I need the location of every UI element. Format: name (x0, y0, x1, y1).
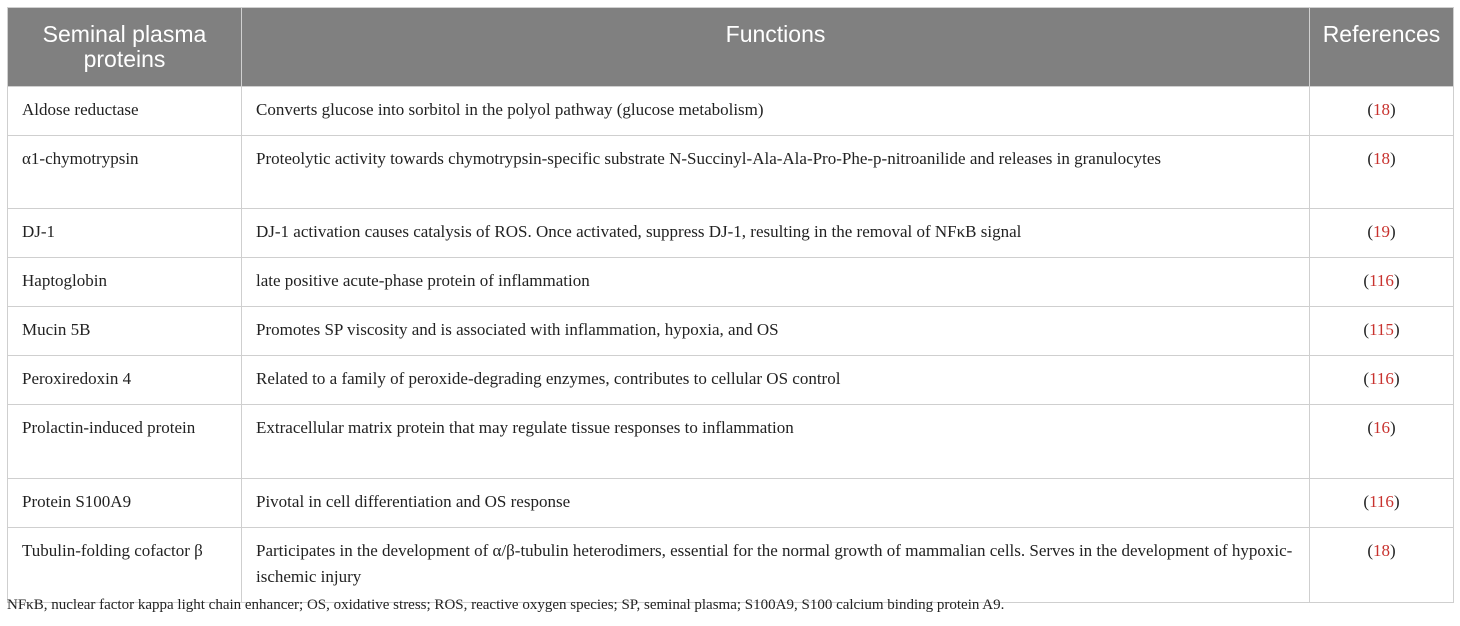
table-row (8, 136, 1454, 209)
protein-name: Prolactin-induced protein (8, 405, 242, 479)
reference-cell: (16) (1310, 405, 1454, 479)
reference-link[interactable]: 16 (1373, 418, 1390, 437)
protein-table-container (7, 7, 1453, 603)
table-row (8, 258, 1454, 307)
protein-function: late positive acute-phase protein of inflammation (242, 258, 1310, 307)
protein-function: Converts glucose into sorbitol in the polyol pathway (glucose metabolism) (242, 87, 1310, 136)
table-row (8, 528, 1454, 603)
reference-link[interactable]: 116 (1369, 492, 1394, 511)
protein-name: Haptoglobin (8, 258, 242, 307)
protein-name: Protein S100A9 (8, 479, 242, 528)
reference-link[interactable]: 18 (1373, 100, 1390, 119)
protein-name: Tubulin-folding cofactor β (8, 528, 242, 603)
reference-link[interactable]: 116 (1369, 369, 1394, 388)
reference-cell: (18) (1310, 87, 1454, 136)
header-references: References (1310, 8, 1454, 87)
protein-function: Proteolytic activity towards chymotrypsin-specific substrate N-Succinyl-Ala-Ala-Pro-Phe-p-nitroanilide and releases in granulocytes (242, 136, 1310, 209)
reference-link[interactable]: 18 (1373, 149, 1390, 168)
reference-link[interactable]: 115 (1369, 320, 1394, 339)
protein-name: DJ-1 (8, 209, 242, 258)
reference-link[interactable]: 19 (1373, 222, 1390, 241)
reference-link[interactable]: 116 (1369, 271, 1394, 290)
protein-function: DJ-1 activation causes catalysis of ROS. Once activated, suppress DJ-1, resulting in the removal of NFκB signal (242, 209, 1310, 258)
reference-cell: (116) (1310, 258, 1454, 307)
protein-function: Related to a family of peroxide-degrading enzymes, contributes to cellular OS control (242, 356, 1310, 405)
table-row (8, 479, 1454, 528)
reference-cell: (115) (1310, 307, 1454, 356)
seminal-plasma-proteins-table (7, 7, 1454, 603)
protein-function: Promotes SP viscosity and is associated with inflammation, hypoxia, and OS (242, 307, 1310, 356)
protein-name: Mucin 5B (8, 307, 242, 356)
protein-function: Extracellular matrix protein that may regulate tissue responses to inflammation (242, 405, 1310, 479)
reference-cell: (116) (1310, 356, 1454, 405)
table-footnote: NFκB, nuclear factor kappa light chain enhancer; OS, oxidative stress; ROS, reactive oxygen species; SP, seminal plasma; S100A9, S100 calcium binding protein A9. (7, 597, 1005, 613)
protein-name: Aldose reductase (8, 87, 242, 136)
protein-function: Participates in the development of α/β-tubulin heterodimers, essential for the normal growth of mammalian cells. Serves in the development of hypoxic-ischemic injury (242, 528, 1310, 603)
reference-cell: (18) (1310, 136, 1454, 209)
reference-cell: (116) (1310, 479, 1454, 528)
table-row (8, 405, 1454, 479)
table-row (8, 356, 1454, 405)
protein-function: Pivotal in cell differentiation and OS response (242, 479, 1310, 528)
header-proteins: Seminal plasma proteins (8, 8, 242, 87)
reference-link[interactable]: 18 (1373, 541, 1390, 560)
protein-name: α1-chymotrypsin (8, 136, 242, 209)
table-row (8, 307, 1454, 356)
table-row (8, 209, 1454, 258)
table-row (8, 87, 1454, 136)
header-functions: Functions (242, 8, 1310, 87)
table-header-row (8, 8, 1454, 87)
reference-cell: (19) (1310, 209, 1454, 258)
reference-cell: (18) (1310, 528, 1454, 603)
protein-name: Peroxiredoxin 4 (8, 356, 242, 405)
